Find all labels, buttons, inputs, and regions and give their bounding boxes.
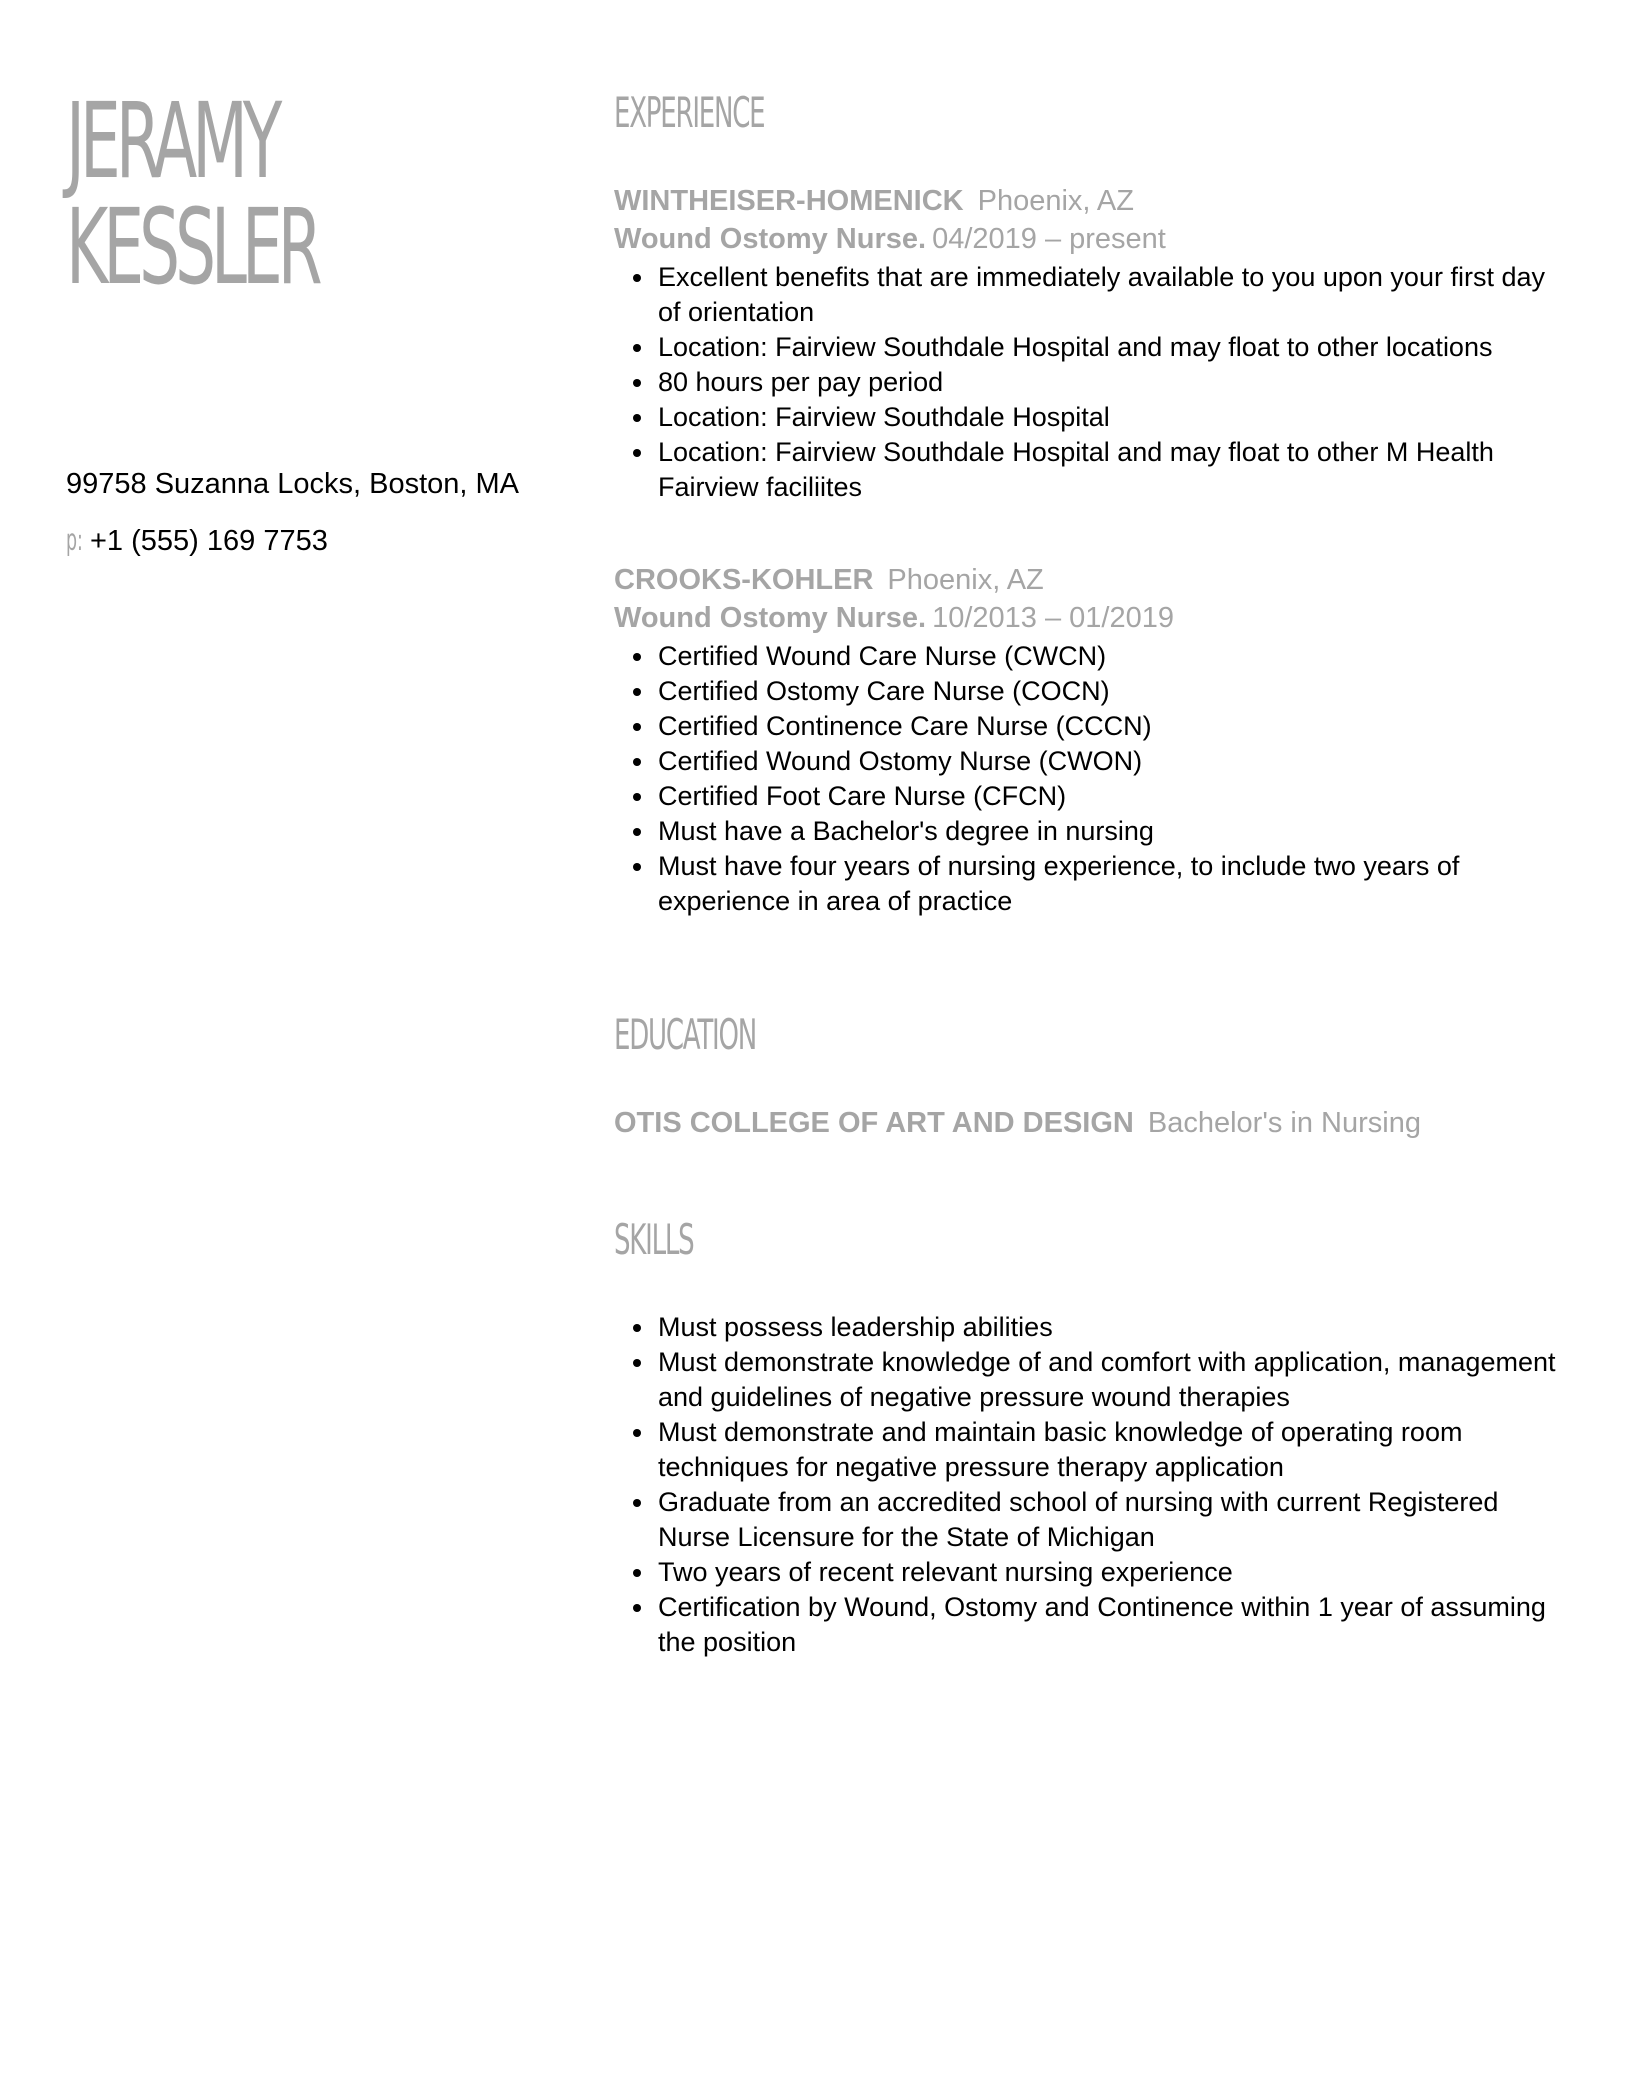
- list-item: • Certified Wound Ostomy Nurse (CWON): [656, 744, 1574, 779]
- list-item: • Must have four years of nursing experience, to include two years of experience in area of practice: [656, 849, 1574, 919]
- list-item: • Location: Fairview Southdale Hospital: [656, 400, 1574, 435]
- education-line: [614, 1104, 1574, 1142]
- list-item: • Must possess leadership abilities: [656, 1310, 1574, 1345]
- job-dates: 10/2013 – 01/2019: [932, 602, 1174, 634]
- job-location: Phoenix, AZ: [887, 564, 1044, 596]
- job-header: [614, 182, 1574, 220]
- phone-label: p:: [66, 523, 83, 557]
- list-item: • Must have a Bachelor's degree in nursing: [656, 814, 1574, 849]
- education-heading: EDUCATION: [614, 1010, 756, 1059]
- company-name: CROOKS-KOHLER: [614, 564, 874, 596]
- last-name: KESSLER: [66, 186, 318, 308]
- job-bullets: [614, 639, 1574, 919]
- list-item: • Certified Wound Care Nurse (CWCN): [656, 639, 1574, 674]
- first-name: JERAMY: [66, 80, 278, 202]
- list-item: • Location: Fairview Southdale Hospital and may float to other locations: [656, 330, 1574, 365]
- list-item: • 80 hours per pay period: [656, 365, 1574, 400]
- job-role-line: [614, 599, 1574, 637]
- job-entry: [614, 182, 1574, 505]
- education-entry: [614, 1104, 1574, 1142]
- list-item: • Location: Fairview Southdale Hospital and may float to other M Health Fairview faciliites: [656, 435, 1574, 505]
- skills-entry: [614, 1308, 1574, 1660]
- list-item: • Certified Continence Care Nurse (CCCN): [656, 709, 1574, 744]
- list-item: • Certified Foot Care Nurse (CFCN): [656, 779, 1574, 814]
- skills-list: [614, 1310, 1574, 1660]
- job-role: Wound Ostomy Nurse.: [614, 223, 927, 255]
- skills-heading: SKILLS: [614, 1215, 694, 1264]
- company-name: WINTHEISER-HOMENICK: [614, 185, 964, 217]
- experience-heading: EXPERIENCE: [614, 88, 765, 137]
- job-header: [614, 561, 1574, 599]
- list-item: • Must demonstrate and maintain basic knowledge of operating room techniques for negative pressure therapy application: [656, 1415, 1574, 1485]
- job-role: Wound Ostomy Nurse.: [614, 602, 927, 634]
- address: 99758 Suzanna Locks, Boston, MA: [66, 468, 520, 500]
- list-item: • Certified Ostomy Care Nurse (COCN): [656, 674, 1574, 709]
- job-entry: [614, 561, 1574, 919]
- phone-number: +1 (555) 169 7753: [90, 525, 328, 557]
- job-bullets: [614, 260, 1574, 505]
- list-item: • Excellent benefits that are immediately available to you upon your first day of orientation: [656, 260, 1574, 330]
- job-role-line: [614, 220, 1574, 258]
- candidate-name: [66, 80, 318, 308]
- job-dates: 04/2019 – present: [932, 223, 1166, 255]
- school-name: OTIS COLLEGE OF ART AND DESIGN: [614, 1107, 1134, 1139]
- list-item: • Two years of recent relevant nursing experience: [656, 1555, 1574, 1590]
- list-item: • Certification by Wound, Ostomy and Continence within 1 year of assuming the position: [656, 1590, 1574, 1660]
- list-item: • Graduate from an accredited school of nursing with current Registered Nurse Licensure for the State of Michigan: [656, 1485, 1574, 1555]
- job-location: Phoenix, AZ: [977, 185, 1134, 217]
- degree: Bachelor's in Nursing: [1147, 1107, 1421, 1139]
- phone-line: [66, 522, 328, 559]
- list-item: • Must demonstrate knowledge of and comfort with application, management and guidelines of negative pressure wound therapies: [656, 1345, 1574, 1415]
